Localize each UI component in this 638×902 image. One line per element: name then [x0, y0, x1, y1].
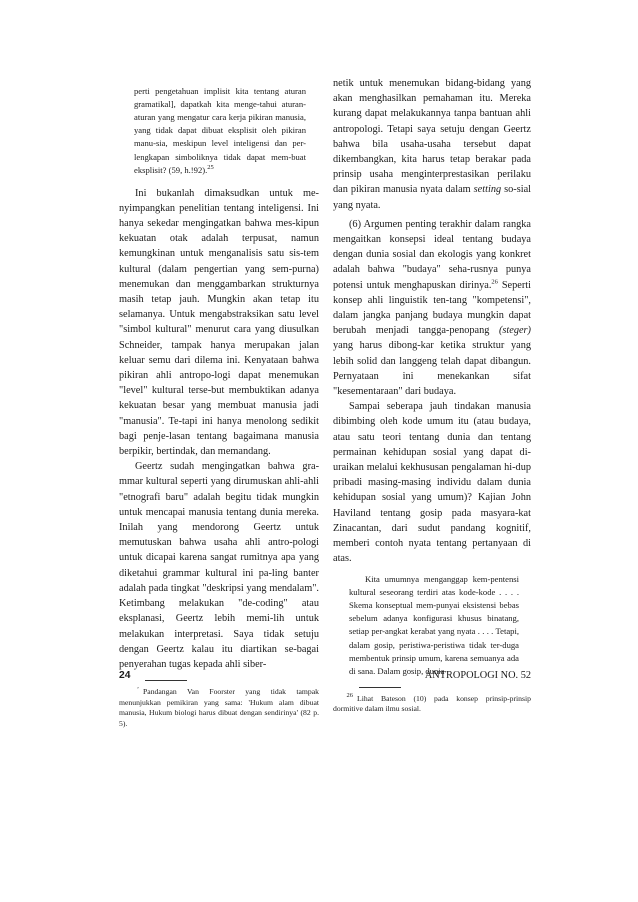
paragraph-right-2-part-b: Seperti konsep ahli linguistik ten-tang "kompetensi", dalam jangka panjang budaya mungkin dapat berubah menjadi tangga-penopang — [333, 279, 531, 337]
paragraph-right-1-end: so-sial yang nyata. — [333, 184, 532, 211]
paragraph-right-1 — [333, 76, 531, 213]
footnote-ref-25: 25 — [207, 163, 214, 171]
paragraph-right-1-text: netik untuk menemukan bidang-bidang yang akan menghasilkan pemahaman itu. Mereka kurang dapat melakukannya tanpa bantuan ahli antropologi. Tetapi saya setuju dengan Geertz bahwa bila usaha-usaha tersebut dapat dikembangkan, kita harus tetap berakar pada prinsip usaha menginterprestasikan perilaku dan pikiran manusia nyata dalam — [333, 78, 531, 196]
page-number: 24 — [119, 670, 131, 681]
left-column — [119, 76, 319, 729]
footnote-rule-right — [359, 687, 401, 688]
paragraph-right-3: Sampai seberapa jauh tindakan manusia dibimbing oleh kode umum itu (atau budaya, atau satu teori tentang dunia dan tentang permainan kehidupan sosial yang dapat di-uraikan melalui kekhususan pengalaman hi-dup pribadi masing-masing individu dalam dunia kehidupan sosial yang umum)? Kajian John Haviland tentang gosip pada masyara-kat Zinacantan, dari sudut pandang kognitif, memberi contoh nyata tentang pertanyaan di atas. — [333, 401, 531, 565]
journal-title: ANTROPOLOGI NO. 52 — [424, 670, 531, 681]
paragraph-left-2: Geertz sudah mengingatkan bahwa gra-mmar kultural seperti yang dirumuskan ahli-ahli "etnografi baru" adalah begitu tidak mungkin untuk mencapai manusia tentang dunia mereka. Inilah yang mendorong Geertz untuk memutuskan bahwa usaha ahli antro-pologi untuk dicapai karena sangat rumitnya apa yang diketahui grammar kultural ini pa-ling banter adalah pada tingkat "deskripsi yang mendalam". Ketimbang melakukan "de-coding" atau eksplanasi, Geertz lebih memi-lih untuk melakukan interpretasi. Saya tidak setuju dengan Geertz kalau itu diartikan se-bagai penyerahan tugas kepada ahli siber- — [119, 461, 319, 670]
italic-setting: setting — [473, 184, 502, 196]
footnote-left: ’ Pandangan Van Foorster yang tidak tampak menunjukkan pemikiran yang sama: 'Hukum alam dibuat manusia, Hukum biologi harus dibuat dengan sendirinya' (82 p. 5). — [119, 685, 319, 728]
footnote-right: $^{26}$ Lihat Bateson (10) pada konsep prinsip-prinsip dormitive dalam ilmu sosial. — [333, 692, 531, 714]
italic-steger: (steger) — [498, 325, 531, 337]
footnote-ref-26: 26 — [491, 278, 498, 286]
block-quote-left-text: perti pengetahuan implisit kita tentang aturan gramatikal], dapatkah kita menge-tahui aturan-aturan yang mengatur cara kerja pikiran manusia, yang tidak dapat dibuat eksplisit oleh pikiran manu-sia, meskipun level inteligensi dan per-lengkapan simboliknya tidak dapat mem-buat eksplisit? (59, h.!92). — [134, 85, 306, 175]
footnote-right-text: Lihat Bateson (10) pada konsep prinsip-prinsip dormitive dalam ilmu sosial. — [333, 693, 531, 714]
paragraph-right-2-part-a: (6) Argumen penting terakhir dalam rangka mengaitkan konsepsi ideal tentang budaya dengan dunia sosial dan ekologis yang konkret adalah bahwa "budaya" seha-rusnya punya potensi untuk menghapuskan dirinya. — [333, 218, 531, 291]
paragraph-left-1: Ini bukanlah dimaksudkan untuk me-nyimpangkan penelitian tentang inteligensi. Ini hanya sekedar mengingatkan bahwa mes-kipun kekuatan otak adalah terpusat, namun kemungkinan untuk menganalisis satu sis-tem kultural (dalam pengertian yang sem-purna) menemukan dan menggambarkan strukturnya masih tetap jauh. Mungkin akan tetap itu selamanya. Untuk mengabstraksikan satu level "simbol kultural" menurut cara yang diusulkan Schneider, tampak hanya merupakan jalan keluar semu dari dilema ini. Kenyataan bahwa pikiran ahli antropo-logi dapat menemukan "level" kultural terse-but membuktikan adanya kekuatan besar yang membuat manusia jadi "manusia". Te-tapi ini hanya menolong sedikit bagi penje-lasan tentang bagaimana manusia berpikir, bertindak, dan memandang. — [119, 187, 319, 458]
footnote-left-text: Pandangan Van Foorster yang tidak tampak menunjukkan pemikiran yang sama: 'Hukum alam dibuat manusia, Hukum biologi harus dibuat dengan sendirinya' (82 p. 5). — [119, 687, 319, 728]
paragraph-right-2-part-c: yang harus dibong-kar ketika struktur yang lebih solid dan langgeng telah dapat dibangun. Pernyataan ini menekankan sifat "kesementaraan" dari budaya. — [333, 340, 531, 398]
block-quote-right: Kita umumnya menganggap kem-pentensi kultural seseorang terdiri atas kode-kode . . . . Skema konseptual mem-punyai eksistensi bebas sebelum adanya konfigurasi khusus binatang, setiap per-angkat kerabat yang nyata . . . . Tetapi, dalam gosip, peristiwa-peristiwa tidak ter-duga membentuk prinsip umum, karena semuanya ada di sana. Dalam gosip, dunia — [349, 573, 519, 676]
block-quote-left — [134, 85, 306, 177]
paragraph-right-2 — [333, 217, 531, 399]
footnote-rule-left — [145, 680, 187, 681]
right-column — [333, 76, 531, 715]
